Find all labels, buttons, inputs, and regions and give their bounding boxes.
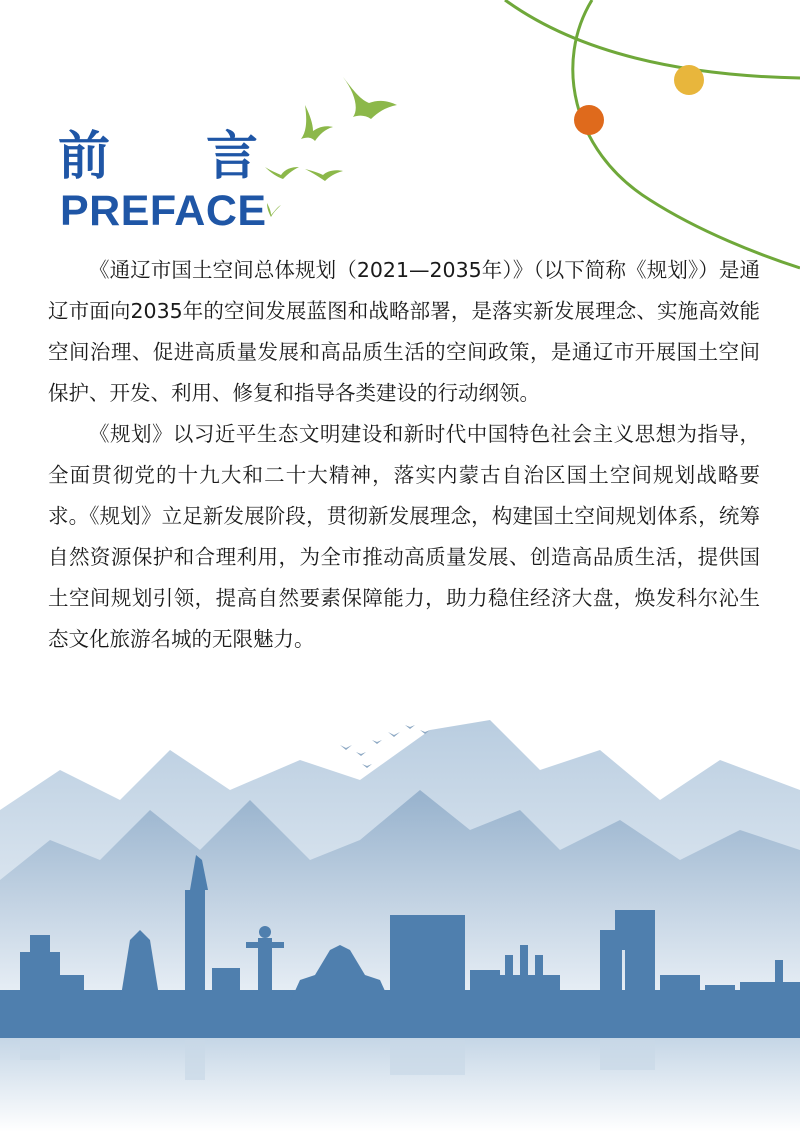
- bird-icon: [301, 105, 333, 141]
- bird-icon: [267, 203, 281, 217]
- flying-birds-decoration: [255, 65, 415, 225]
- page-title-english: PREFACE: [60, 187, 267, 235]
- title-char-2: 言: [205, 127, 258, 187]
- orbit-arc-outer: [505, 0, 800, 78]
- title-char-1: 前: [58, 127, 111, 187]
- bird-icon: [265, 167, 299, 179]
- bird-icon: [305, 169, 343, 181]
- yellow-dot: [674, 65, 704, 95]
- orbit-arc-inner: [573, 0, 800, 268]
- bird-icon: [343, 77, 397, 119]
- page-title-chinese: [58, 126, 258, 188]
- paragraph: 《规划》以习近平生态文明建设和新时代中国特色社会主义思想为指导，全面贯彻党的十九大和二十大精神，落实内蒙古自治区国土空间规划战略要求。《规划》立足新发展阶段，贯彻新发展理念，构建国土空间规划体系，统筹自然资源保护和合理利用，为全市推动高质量发展、创造高品质生活，提供国土空间规划引领，提高自然要素保障能力，助力稳住经济大盘，焕发科尔沁生态文化旅游名城的无限魅力。: [48, 422, 760, 651]
- paragraph: 《通辽市国土空间总体规划（2021—2035年）》（以下简称《规划》）是通辽市面向2035年的空间发展蓝图和战略部署，是落实新发展理念、实施高效能空间治理、促进高质量发展和高品质生活的空间政策，是通辽市开展国土空间保护、开发、利用、修复和指导各类建设的行动纲领。: [48, 258, 760, 405]
- preface-body: [48, 250, 760, 660]
- orange-dot: [574, 105, 604, 135]
- mountain-skyline-illustration: [0, 690, 800, 1132]
